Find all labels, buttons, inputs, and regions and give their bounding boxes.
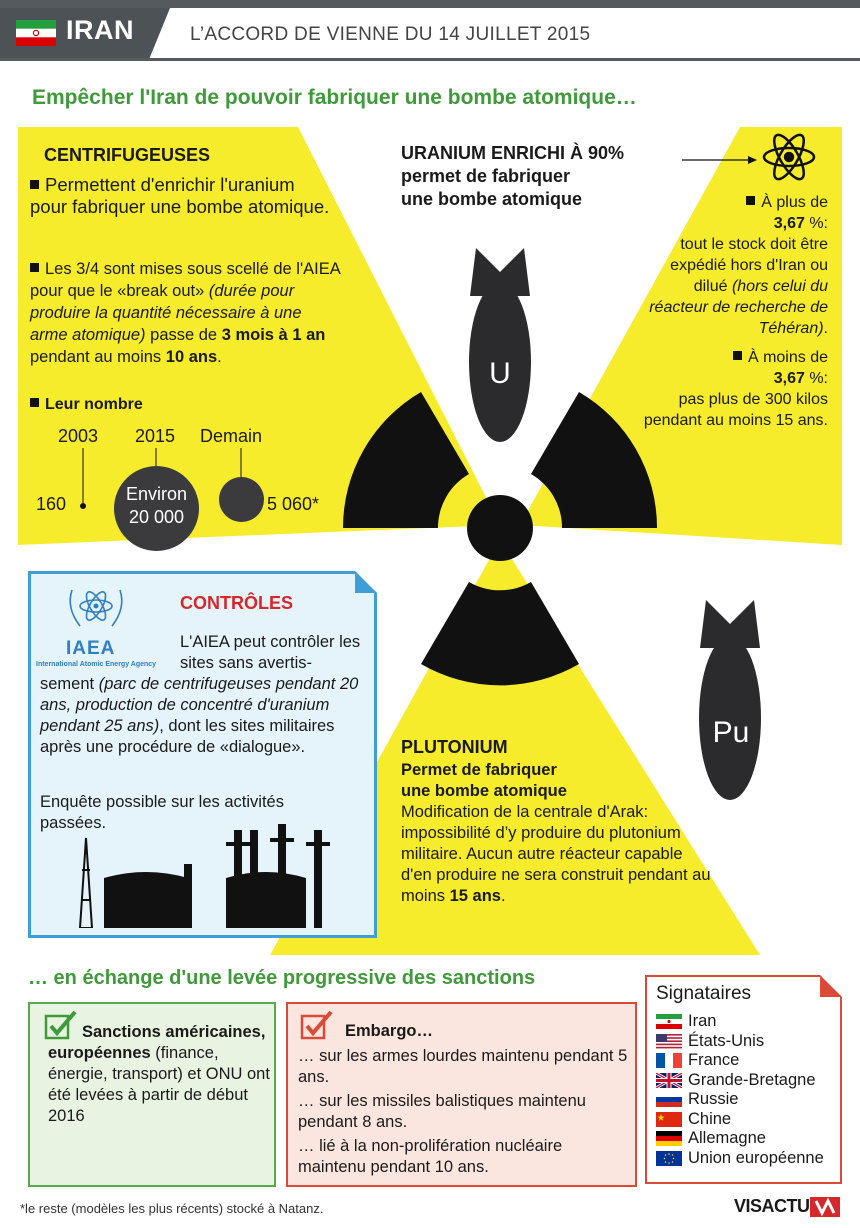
iaea-logo-subtext: International Atomic Energy Agency: [36, 661, 157, 668]
uranium-rule-above: À plus de 3,67 %: tout le stock doit être expédié hors d'Iran ou dilué (hors celui du réacteur de recherche de Téhéran).: [649, 194, 828, 337]
uranium-title: URANIUM ENRICHI À 90% permet de fabriquer une bombe atomique: [401, 143, 625, 209]
embargo-item: … lié à la non-prolifération nucléaire maintenu pendant 10 ans.: [298, 1137, 563, 1176]
signatory-item: France: [656, 1051, 841, 1071]
signatory-item: Grande-Bretagne: [656, 1071, 841, 1091]
value-2015: Environ 20 000: [125, 484, 188, 527]
plutonium-subtitle: Permet de fabriquer une bombe atomique: [401, 761, 567, 800]
signatory-item: Chine: [656, 1110, 841, 1130]
iran-flag-icon: [16, 20, 56, 46]
france-flag-icon: [656, 1053, 682, 1068]
box-corner-fold: [820, 975, 842, 997]
header-top-bar: [0, 0, 860, 8]
signataires-title: Signataires: [656, 983, 752, 1004]
iran-flag-icon: [656, 1014, 682, 1029]
signatory-item: Union européenne: [656, 1149, 841, 1169]
signataires-list: [656, 1012, 841, 1168]
controles-text-2: sement (parc de centrifugeuses pendant 20 ans, production de concentré d'uranium pendant 25 ans), dont les sites militaires après une procédure de «dialogue».: [40, 675, 359, 756]
signatory-item: États-Unis: [656, 1032, 841, 1052]
brand-mark-icon: [810, 1197, 840, 1217]
plutonium-title: PLUTONIUM: [401, 737, 508, 757]
header-country: IRAN: [66, 15, 134, 45]
plutonium-text: Modification de la centrale d'Arak: impossibilité d’y produire du plutonium militaire. Aucun autre réacteur capable d'en produire ne sera construit pendant au moins 15 ans.: [401, 803, 711, 905]
sanctions-lifted-text: Sanctions américaines, européennes (finance, énergie, transport) et ONU ont été levées à partir de début 2016: [48, 1023, 270, 1125]
footnote: *le reste (modèles les plus récents) stocké à Natanz.: [20, 1201, 324, 1216]
embargo-item: … sur les armes lourdes maintenu pendant 5 ans.: [298, 1047, 628, 1086]
uranium-rule-below: À moins de 3,67 %: pas plus de 300 kilos pendant au moins 15 ans.: [643, 349, 828, 429]
year-2003: 2003: [58, 426, 99, 446]
china-flag-icon: [656, 1112, 682, 1127]
russia-flag-icon: [656, 1092, 682, 1107]
signatory-item: Iran: [656, 1012, 841, 1032]
iaea-logo-icon: [60, 580, 132, 638]
trefoil-blade-bottom: [421, 582, 579, 685]
centrifugeuses-bullet-1: Permettent d'enrichir l'uranium pour fabriquer une bombe atomique.: [30, 174, 330, 217]
sanctions-headline: … en échange d'une levée progressive des sanctions: [28, 967, 536, 989]
header-bottom-line: [0, 58, 860, 61]
controles-text-1: L'AIEA peut contrôler les sites sans avertis-: [180, 633, 361, 672]
eu-flag-icon: [656, 1151, 682, 1166]
controles-text-3: Enquête possible sur les activités passées.: [40, 793, 284, 832]
plutonium-bomb-label: Pu: [712, 716, 750, 749]
signatory-item: Russie: [656, 1090, 841, 1110]
trefoil-center: [467, 495, 533, 561]
value-future: 5 060*: [267, 494, 320, 514]
red-check-icon: [300, 1010, 334, 1040]
year-future: Demain: [200, 426, 263, 446]
circle-future: [219, 477, 264, 522]
embargo-item: … sur les missiles balistiques maintenu pendant 8 ans.: [298, 1092, 586, 1131]
header-subtitle: L’ACCORD DE VIENNE DU 14 JUILLET 2015: [190, 24, 591, 45]
count-label: Leur nombre: [30, 396, 143, 414]
usa-flag-icon: [656, 1034, 682, 1049]
signatory-item: Allemagne: [656, 1129, 841, 1149]
uranium-bomb-icon: [469, 248, 531, 442]
embargo-title: Embargo…: [345, 1022, 434, 1040]
box-corner-fold: [355, 571, 377, 593]
centrifugeuses-bullet-2: Les 3/4 sont mises sous scellé de l'AIEA pour que le «break out» (durée pour produire la quantité nécessaire à une arme atomique) passe de 3 mois à 1 an pendant au moins 10 ans.: [30, 260, 340, 366]
plutonium-bomb-icon: [699, 600, 761, 800]
embargo-text: [298, 1046, 633, 1178]
iaea-logo-text: IAEA: [66, 638, 116, 659]
germany-flag-icon: [656, 1131, 682, 1146]
uk-flag-icon: [656, 1073, 682, 1088]
value-2003: 160: [36, 494, 67, 514]
uranium-rules: [640, 192, 828, 439]
nuclear-plant-icon: [66, 820, 366, 928]
brand-logo: VISACTU: [734, 1196, 810, 1216]
year-2015: 2015: [135, 426, 176, 446]
uranium-bomb-label: U: [489, 357, 511, 390]
controles-title: CONTRÔLES: [180, 593, 294, 613]
centrifugeuses-title: CENTRIFUGEUSES: [44, 145, 211, 165]
headline: Empêcher l'Iran de pouvoir fabriquer une bombe atomique…: [32, 86, 637, 109]
